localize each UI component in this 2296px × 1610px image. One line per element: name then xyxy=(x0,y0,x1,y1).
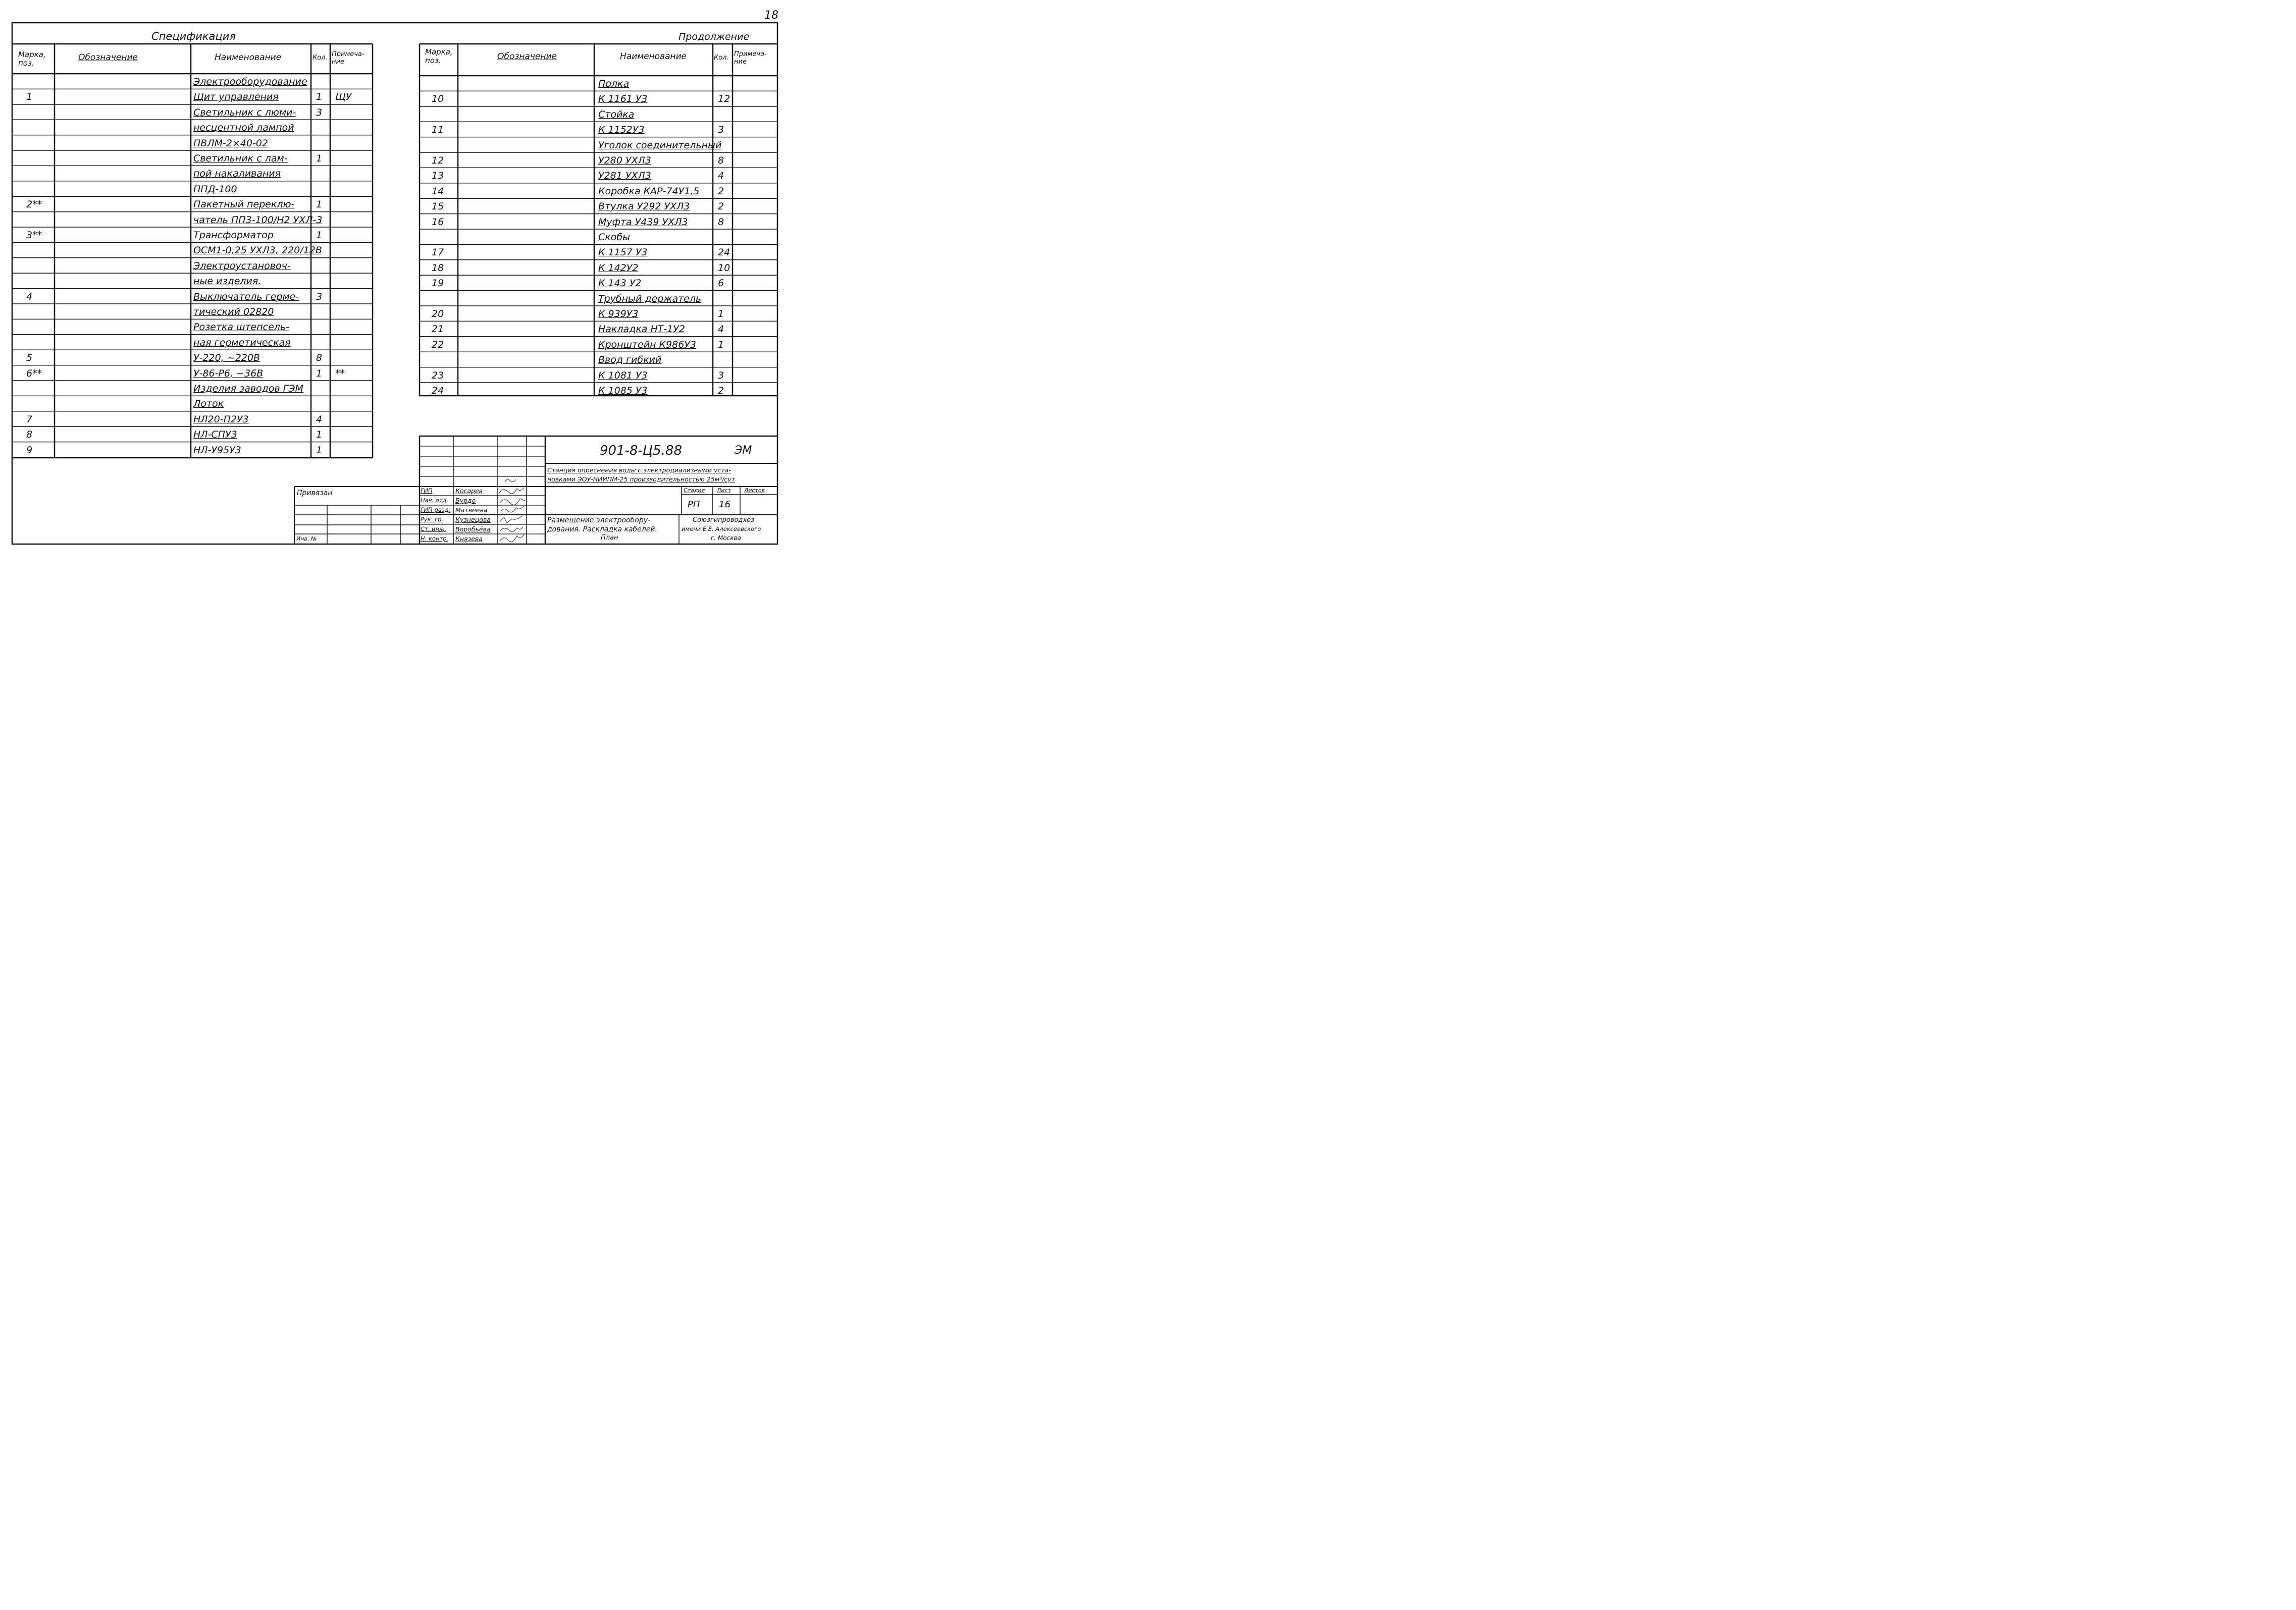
left-row-mark: 2** xyxy=(26,199,42,210)
left-row-note: ЩУ xyxy=(335,91,352,103)
role-person: Бурдо xyxy=(455,497,476,504)
right-row-name: Полка xyxy=(598,78,630,89)
left-row-name: ППД-100 xyxy=(193,183,237,195)
right-row-name: Скобы xyxy=(598,232,631,243)
right-row-mark: 19 xyxy=(432,278,444,289)
left-row-mark: 6** xyxy=(26,367,42,379)
right-row-mark: 23 xyxy=(432,369,444,381)
left-header-mark: Марка, поз. xyxy=(18,50,46,68)
signatures xyxy=(499,479,525,542)
right-row-name: Втулка У292 УХЛ3 xyxy=(598,201,690,212)
left-row-mark: 8 xyxy=(26,429,33,441)
right-header-note: Примеча- ние xyxy=(734,50,767,66)
inv-no-label: Инв. № xyxy=(296,535,317,542)
left-row-qty: 1 xyxy=(316,230,323,241)
right-row-name: У280 УХЛ3 xyxy=(598,155,651,166)
right-row-mark: 20 xyxy=(432,308,444,319)
right-row-qty: 8 xyxy=(718,155,724,166)
right-row-qty: 4 xyxy=(718,170,724,182)
right-row-name: К 143 У2 xyxy=(598,278,642,289)
left-row-name: ПВЛМ-2×40-02 xyxy=(193,137,269,149)
left-row-mark: 4 xyxy=(26,291,33,302)
role-title: Нач. отд. xyxy=(421,497,449,504)
left-row-mark: 5 xyxy=(26,352,33,364)
left-table-title: Спецификация xyxy=(151,30,236,42)
right-row-name: Муфта У439 УХЛ3 xyxy=(598,216,688,228)
right-row-mark: 15 xyxy=(432,201,444,212)
left-row-name: Трансформатор xyxy=(193,230,274,241)
right-row-mark: 11 xyxy=(432,124,444,136)
role-person: Кузнецова xyxy=(455,516,491,523)
left-row-qty: 3 xyxy=(316,291,323,302)
left-row-name: ОСМ1-0,25 УХЛ3, 220/12В xyxy=(193,245,322,256)
left-row-mark: 7 xyxy=(26,413,33,425)
left-row-name: Щит управления xyxy=(193,91,279,103)
left-row-note: ** xyxy=(335,367,345,379)
left-row-name: У-86-Р6, ~36В xyxy=(193,367,264,379)
stage-label: Стадия xyxy=(684,487,705,494)
left-row-qty: 1 xyxy=(316,153,323,164)
right-row-name: Кронштейн К986У3 xyxy=(598,339,696,350)
role-title: ГИП xyxy=(421,487,433,494)
right-row-name: К 1161 У3 xyxy=(598,93,648,105)
right-row-mark: 14 xyxy=(432,185,444,197)
left-row-name: НЛ-У95У3 xyxy=(193,444,241,456)
right-row-mark: 22 xyxy=(432,339,444,350)
left-row-name: Розетка штепсель- xyxy=(193,321,289,333)
left-row-qty: 3 xyxy=(316,106,323,118)
left-row-mark: 9 xyxy=(26,444,33,456)
right-row-name: К 1157 У3 xyxy=(598,247,648,258)
org-line-3: г. Москва xyxy=(711,534,741,542)
right-row-qty: 1 xyxy=(718,308,724,319)
corner-sheet-number: 18 xyxy=(764,9,778,22)
right-row-name: Ввод гибкий xyxy=(598,354,662,366)
sheet-label: Лист xyxy=(717,487,731,494)
right-row-mark: 24 xyxy=(432,385,444,396)
right-row-qty: 2 xyxy=(718,201,724,212)
right-row-name: Уголок соединительный xyxy=(598,139,722,151)
role-title: Ст. инж. xyxy=(421,525,447,532)
right-header-qty: Кол. xyxy=(714,54,729,62)
drawing-title-line-1: Размещение электрообору- xyxy=(547,516,651,524)
right-row-name: Накладка НТ-1У2 xyxy=(598,324,685,335)
right-row-name: К 1152У3 xyxy=(598,124,645,136)
doc-code: 901-8-Ц5.88 xyxy=(600,443,683,458)
right-row-name: Коробка КАР-74У1,5 xyxy=(598,185,700,197)
right-row-qty: 8 xyxy=(718,216,724,228)
right-row-mark: 18 xyxy=(432,262,444,274)
right-row-qty: 1 xyxy=(718,339,724,350)
project-title-line-2: новками ЭОУ-НИИПМ-25 производительностью 25м³/сут xyxy=(547,475,735,483)
left-row-name: тический 02820 xyxy=(193,306,274,317)
left-header-note: Примеча- ние xyxy=(332,50,364,66)
right-row-mark: 10 xyxy=(432,93,444,105)
role-title: ГИП разд. xyxy=(421,506,451,513)
right-header-name: Наименование xyxy=(620,51,687,62)
left-row-name: ная герметическая xyxy=(193,337,291,348)
left-row-mark: 1 xyxy=(26,91,33,103)
sheet-value: 16 xyxy=(719,499,730,510)
right-table-title: Продолжение xyxy=(679,31,750,42)
right-row-name: К 1081 У3 xyxy=(598,369,648,381)
right-row-name: У281 УХЛ3 xyxy=(598,170,651,182)
right-row-qty: 12 xyxy=(718,93,730,105)
left-row-name: несцентной лампой xyxy=(193,122,294,134)
right-row-qty: 10 xyxy=(718,262,730,274)
project-title-line-1: Станция опреснения воды с электродиализными уста- xyxy=(547,466,731,474)
right-row-mark: 17 xyxy=(432,247,444,258)
left-row-mark: 3** xyxy=(26,230,42,241)
drawing-title-line-2: дования. Раскладка кабелей. xyxy=(547,525,657,533)
right-row-name: К 1085 У3 xyxy=(598,385,648,396)
left-row-qty: 1 xyxy=(316,199,323,210)
role-title: Н. контр. xyxy=(421,535,449,542)
left-row-name: НЛ-СПУ3 xyxy=(193,429,237,441)
left-row-qty: 1 xyxy=(316,91,323,103)
left-row-name: пой накаливания xyxy=(193,168,281,180)
left-row-qty: 8 xyxy=(316,352,323,364)
right-row-name: Стойка xyxy=(598,109,635,120)
left-header-qty: Кол. xyxy=(312,54,328,62)
left-row-name: чатель ПП3-100/Н2 УХЛ-3 xyxy=(193,214,323,226)
left-row-name: Светильник с лам- xyxy=(193,153,288,164)
stage-value: РП xyxy=(688,499,700,510)
left-row-name: Изделия заводов ГЭМ xyxy=(193,383,303,394)
right-row-qty: 4 xyxy=(718,324,724,335)
role-person: Князева xyxy=(455,535,483,543)
role-title: Рук. гр. xyxy=(421,516,443,523)
left-row-qty: 1 xyxy=(316,367,323,379)
right-row-mark: 16 xyxy=(432,216,444,228)
role-person: Воробьёва xyxy=(455,525,491,533)
right-row-name: К 142У2 xyxy=(598,262,639,274)
left-row-qty: 1 xyxy=(316,444,323,456)
org-line-2: имени Е.Е. Алексеевского xyxy=(682,525,761,532)
right-row-name: Трубный держатель xyxy=(598,293,702,304)
right-row-name: К 939У3 xyxy=(598,308,639,319)
left-row-name: У-220, ~220В xyxy=(193,352,260,364)
left-row-name: Электрооборудование xyxy=(193,76,307,87)
left-row-name: ные изделия. xyxy=(193,276,262,287)
right-row-mark: 13 xyxy=(432,170,444,182)
right-row-qty: 24 xyxy=(718,247,730,258)
role-person: Матвеева xyxy=(455,506,488,514)
privyazan-label: Привязан xyxy=(297,489,333,497)
left-row-qty: 1 xyxy=(316,429,323,441)
right-row-qty: 2 xyxy=(718,385,724,396)
right-row-qty: 2 xyxy=(718,185,724,197)
right-header-mark: Марка, поз. xyxy=(425,47,453,65)
role-person: Косарев xyxy=(455,487,483,495)
right-row-mark: 21 xyxy=(432,324,444,335)
left-header-name: Наименование xyxy=(215,52,282,63)
right-row-qty: 6 xyxy=(718,278,724,289)
right-row-mark: 12 xyxy=(432,155,444,166)
left-row-name: Пакетный переклю- xyxy=(193,199,295,210)
right-row-qty: 3 xyxy=(718,369,724,381)
drawing-title-line-3: План xyxy=(601,534,618,542)
doc-mark: ЭМ xyxy=(735,444,752,457)
left-row-name: Выключатель герме- xyxy=(193,291,299,302)
left-header-designation: Обозначение xyxy=(78,52,138,63)
left-row-name: Светильник с люми- xyxy=(193,106,296,118)
left-row-name: Электроустановоч- xyxy=(193,260,291,272)
sheets-label: Листов xyxy=(744,487,765,494)
right-row-qty: 3 xyxy=(718,124,724,136)
right-header-designation: Обозначение xyxy=(497,51,557,62)
left-row-qty: 4 xyxy=(316,413,323,425)
left-row-name: НЛ20-П2У3 xyxy=(193,413,249,425)
left-row-name: Лоток xyxy=(193,398,224,410)
org-line-1: Союзгипроводхоз xyxy=(693,516,755,524)
